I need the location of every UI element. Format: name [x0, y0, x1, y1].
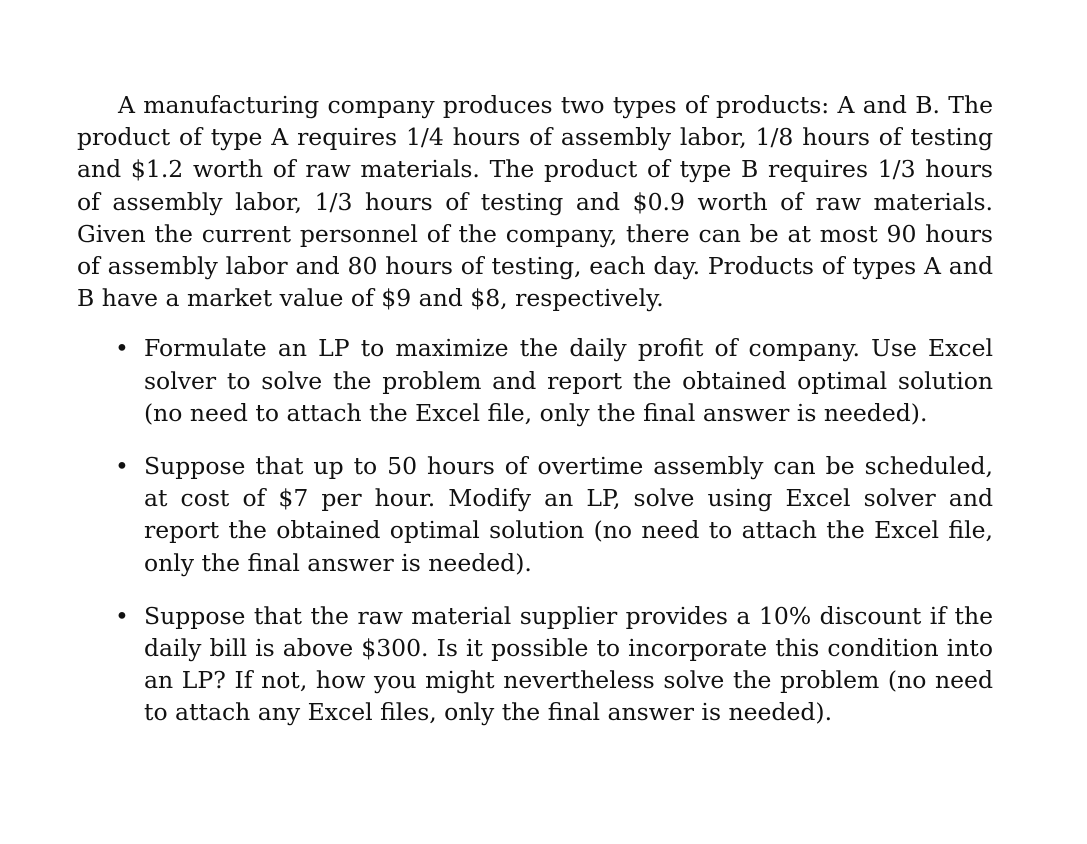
problem-document [77, 89, 993, 750]
task-text: Formulate an LP to maximize the daily profit of company. Use Excel solver to solve the problem and report the obtained optimal solution (no need to attach the Excel file, only the final answer is needed). [144, 334, 993, 427]
task-text: Suppose that the raw material supplier provides a 10% discount if the daily bill is above $300. Is it possible to incorporate this condition into an LP? If not, how you might nevertheless solve the problem (no need to attach any Excel files, only the final answer is needed). [144, 601, 993, 727]
task-text: Suppose that up to 50 hours of overtime assembly can be scheduled, at cost of $7 per hour. Modify an LP, solve using Excel solver and report the obtained optimal solution (no need to attach the Excel file, only the final answer is needed). [144, 452, 993, 577]
bullet-icon: • [115, 334, 129, 363]
problem-statement: A manufacturing company produces two types of products: A and B. The product of type A requires 1/4 hours of assembly labor, 1/8 hours of testing and $1.2 worth of raw materials. The product of type B requires 1/3 hours of assembly labor, 1/3 hours of testing and $0.9 worth of raw materials. Given the current personnel of the company, there can be at most 90 hours of assembly labor and 80 hours of testing, each day. Products of types A and B have a market value of $9 and $8, respectively. [77, 91, 993, 313]
task-list [77, 332, 993, 728]
bullet-icon: • [115, 601, 129, 630]
bullet-icon: • [115, 452, 129, 481]
task-item [77, 450, 993, 579]
task-item [77, 600, 993, 729]
task-item [77, 332, 993, 429]
